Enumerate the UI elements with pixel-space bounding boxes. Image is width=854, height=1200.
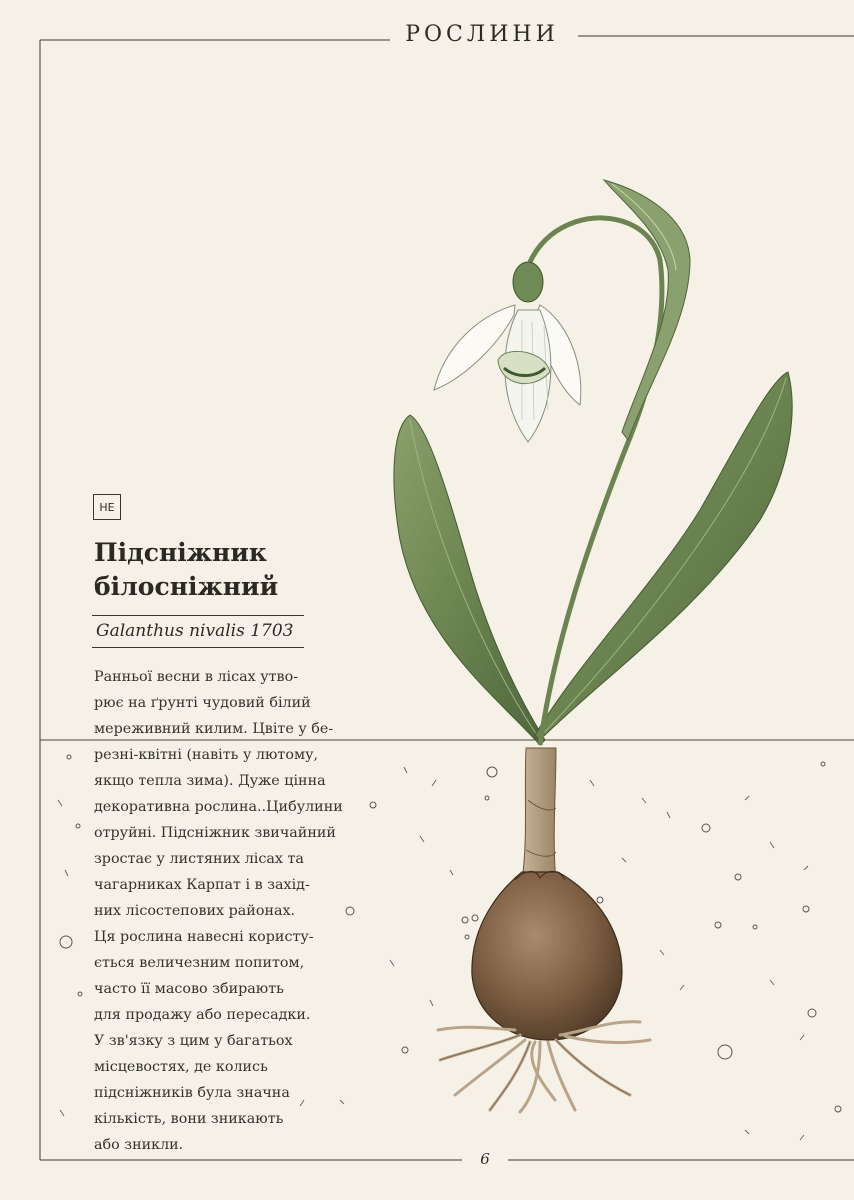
description-line: для продажу або пересадки. xyxy=(94,1007,311,1023)
right-leaf xyxy=(535,372,792,740)
description-line: рює на ґрунті чудовий білий xyxy=(94,695,311,711)
description-line: місцевостях, де колись xyxy=(94,1059,268,1075)
description-line: отруйні. Підсніжник звичайний xyxy=(94,825,336,841)
roots-outline xyxy=(440,1035,630,1110)
description-line: ється величезним попитом, xyxy=(94,955,305,971)
description-line: У зв'язку з цим у багатьох xyxy=(94,1033,293,1049)
description-line: декоративна рослина..Цибулини xyxy=(94,799,343,815)
description-line: Ранньої весни в лісах утво- xyxy=(94,669,299,685)
description-line: або зникли. xyxy=(94,1137,184,1153)
page-number: 6 xyxy=(474,1150,496,1168)
description-line: Ця рослина навесні користу- xyxy=(94,929,314,945)
section-title: РОСЛИНИ xyxy=(405,22,559,47)
description-line: чагарниках Карпат і в захід- xyxy=(94,877,310,893)
petal-left xyxy=(434,305,515,390)
description-line: якщо тепла зима). Дуже цінна xyxy=(94,773,326,789)
description-line: мереживний килим. Цвіте у бе- xyxy=(94,721,334,737)
title-rule xyxy=(92,615,304,616)
status-badge: НЕ xyxy=(93,494,121,520)
latin-rule xyxy=(92,647,304,648)
ovary xyxy=(513,262,543,302)
species-title-line-1: Підсніжник xyxy=(94,538,267,567)
latin-name: Galanthus nivalis 1703 xyxy=(96,621,294,641)
species-title-line-2: білосніжний xyxy=(94,572,279,601)
description-line: зростає у листяних лісах та xyxy=(94,851,304,867)
description-line: кількість, вони зникають xyxy=(94,1111,284,1127)
description-line: підсніжників була значна xyxy=(94,1085,290,1101)
species-title xyxy=(94,536,324,604)
description-line: часто її масово збирають xyxy=(94,981,284,997)
description-line: резні-квітні (навіть у лютому, xyxy=(94,747,319,763)
left-leaf xyxy=(394,415,545,745)
description-line: них лісостепових районах. xyxy=(94,903,296,919)
bulb-neck xyxy=(522,748,556,880)
